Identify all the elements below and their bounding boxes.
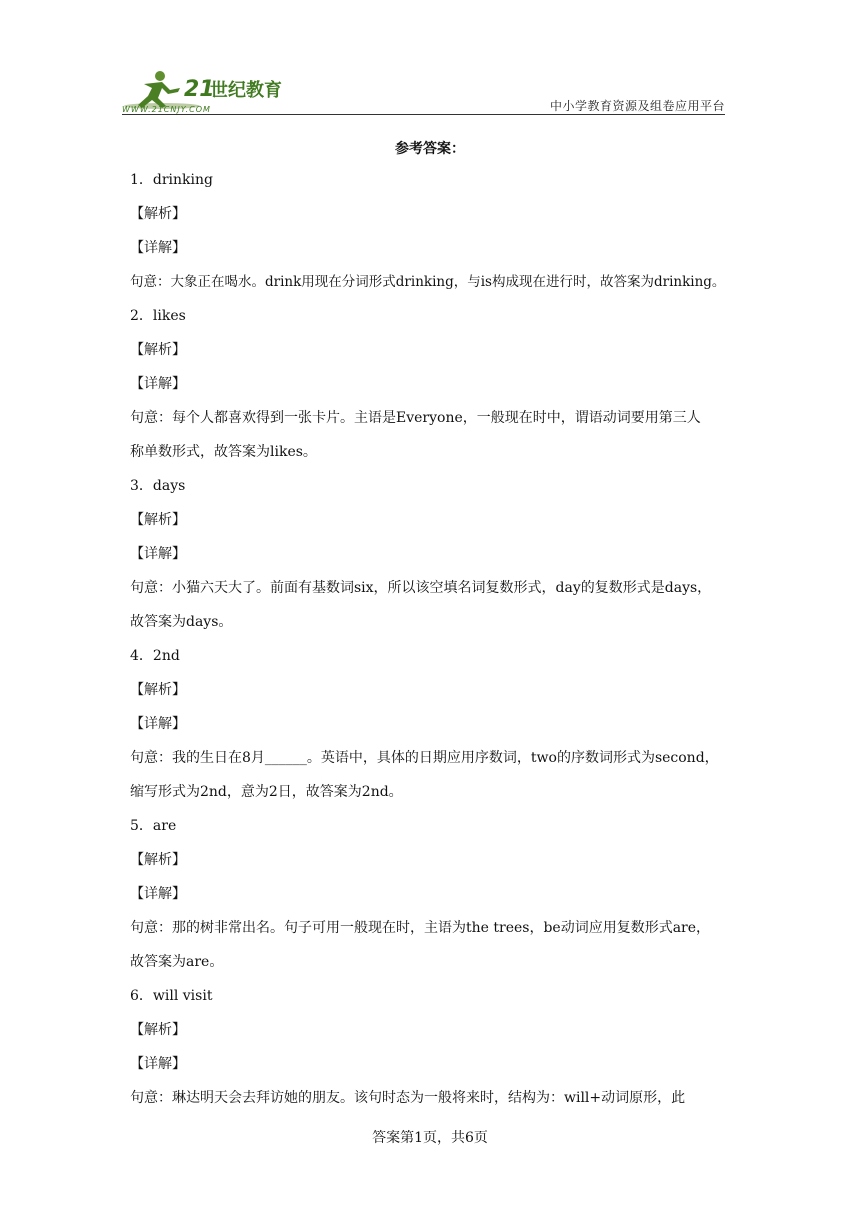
explanation-text: 句意：小猫六天大了。前面有基数词six，所以该空填名词复数形式，day的复数形式是days， (130, 580, 712, 596)
detail-label: 【详解】 (130, 546, 186, 562)
analysis-label: 【解析】 (130, 852, 186, 868)
answer-number: 5．are (130, 818, 177, 834)
header-divider (122, 114, 725, 115)
detail-label: 【详解】 (130, 240, 186, 256)
analysis-label: 【解析】 (130, 682, 186, 698)
explanation-text: 句意：大象正在喝水。drink用现在分词形式drinking，与is构成现在进行时，故答案为drinking。 (130, 274, 726, 290)
page-header (122, 62, 725, 114)
answer-number: 3．days (130, 478, 186, 494)
svg-text:21: 21 (184, 77, 215, 102)
explanation-text: 故答案为days。 (130, 614, 233, 630)
answer-number: 1．drinking (130, 172, 213, 188)
answer-number: 2．likes (130, 308, 186, 324)
detail-label: 【详解】 (130, 376, 186, 392)
explanation-text: 故答案为are。 (130, 954, 224, 970)
analysis-label: 【解析】 (130, 1022, 186, 1038)
answer-list (130, 163, 740, 1115)
answer-number: 6．will visit (130, 988, 213, 1004)
explanation-text: 句意：琳达明天会去拜访她的朋友。该句时态为一般将来时，结构为：will+动词原形，此 (130, 1090, 686, 1106)
explanation-text: 缩写形式为2nd，意为2日，故答案为2nd。 (130, 784, 403, 800)
answer-number: 4．2nd (130, 648, 180, 664)
analysis-label: 【解析】 (130, 342, 186, 358)
explanation-text: 句意：我的生日在8月______。英语中，具体的日期应用序数词，two的序数词形式为second， (130, 750, 719, 766)
detail-label: 【详解】 (130, 716, 186, 732)
explanation-text: 句意：那的树非常出名。句子可用一般现在时，主语为the trees，be动词应用复数形式are， (130, 920, 711, 936)
explanation-text: 句意：每个人都喜欢得到一张卡片。主语是Everyone，一般现在时中，谓语动词要用第三人 (130, 410, 701, 426)
logo-21cnjy (122, 68, 312, 114)
answer-title: 参考答案： (395, 141, 465, 157)
svg-text:世纪教育: 世纪教育 (210, 80, 282, 101)
explanation-text: 称单数形式，故答案为likes。 (130, 444, 317, 460)
detail-label: 【详解】 (130, 886, 186, 902)
platform-name: 中小学教育资源及组卷应用平台 (549, 99, 725, 113)
analysis-label: 【解析】 (130, 206, 186, 222)
analysis-label: 【解析】 (130, 512, 186, 528)
svg-text:WWW.21CNJY.COM: WWW.21CNJY.COM (122, 105, 211, 114)
detail-label: 【详解】 (130, 1056, 186, 1072)
page-footer: 答案第1页，共6页 (372, 1130, 488, 1146)
